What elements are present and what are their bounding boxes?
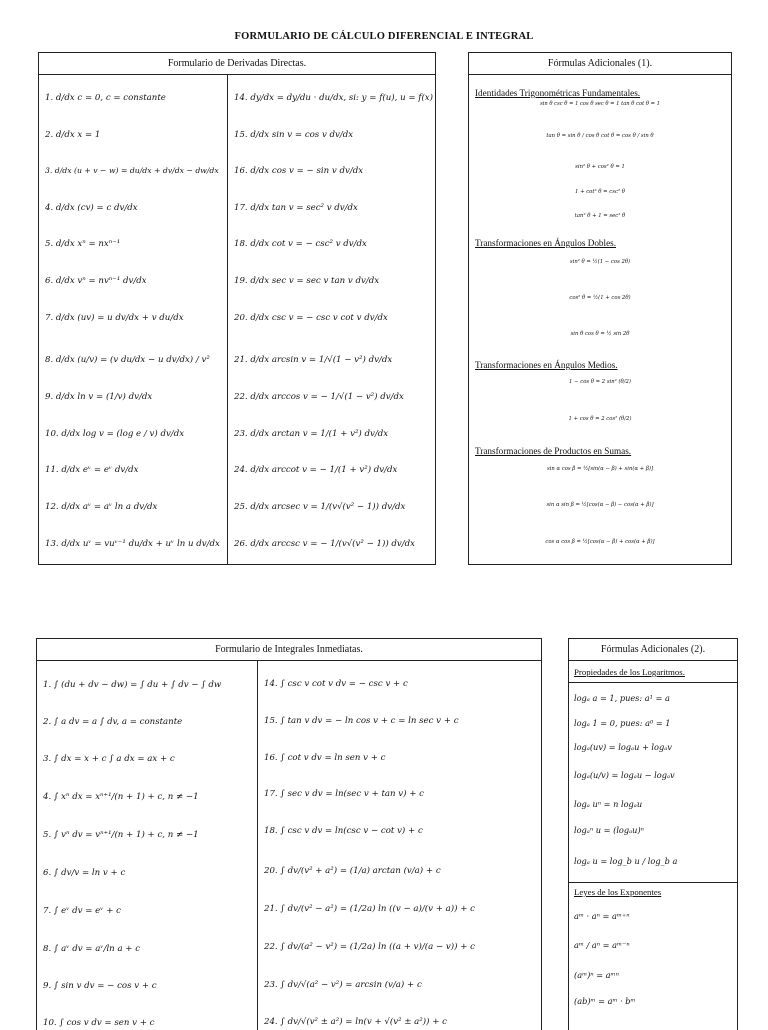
formula: 8. ∫ aᵛ dv = aᵛ/ln a + c xyxy=(43,944,141,954)
integrales-heading: Formulario de Integrales Inmediatas. xyxy=(37,639,541,661)
formula: 7. ∫ eᵛ dv = eᵛ + c xyxy=(43,906,121,916)
formula: (aᵐ)ⁿ = aᵐⁿ xyxy=(574,970,619,980)
formula: aᵐ · aⁿ = aᵐ⁺ⁿ xyxy=(574,911,630,921)
formula: sin² θ = ½(1 − cos 2θ) xyxy=(569,259,631,265)
formula: 24. ∫ dv/√(v² ± a²) = ln(v + √(v² ± a²)) + c xyxy=(264,1017,447,1027)
adicionales1-heading: Fórmulas Adicionales (1). xyxy=(469,53,731,75)
formula: 12. d/dx aᵛ = aᵛ ln a dv/dx xyxy=(45,502,158,512)
formula: 25. d/dx arcsec v = 1/(v√(v² − 1)) dv/dx xyxy=(234,502,406,512)
adicionales2-content xyxy=(569,660,737,1030)
section-title: Leyes de los Exponentes xyxy=(574,887,662,897)
adicionales1-box xyxy=(468,52,732,565)
formula: 9. ∫ sin v dv = − cos v + c xyxy=(43,981,157,991)
formula: 1. ∫ (du + dv − dw) = ∫ du + ∫ dv − ∫ dw xyxy=(43,680,222,690)
formula: 24. d/dx arccot v = − 1/(1 + v²) dv/dx xyxy=(234,465,398,475)
section-title: Transformaciones en Ángulos Dobles. xyxy=(475,238,617,248)
formula: 1. d/dx c = 0, c = constante xyxy=(45,93,166,103)
adicionales2-heading: Fórmulas Adicionales (2). xyxy=(569,639,737,661)
formula: tan² θ + 1 = sec² θ xyxy=(574,213,626,219)
formula: 17. ∫ sec v dv = ln(sec v + tan v) + c xyxy=(264,789,424,799)
formula: cos² θ = ½(1 + cos 2θ) xyxy=(569,295,631,301)
formula: 21. d/dx arcsin v = 1/√(1 − v²) dv/dx xyxy=(234,355,393,365)
formula: 14. dy/dx = dy/du · du/dx, si: y = f(u), u = f(x) xyxy=(234,93,434,103)
integrales-box xyxy=(36,638,542,1030)
formula: 4. ∫ xⁿ dx = xⁿ⁺¹/(n + 1) + c, n ≠ −1 xyxy=(43,792,199,802)
formula: tan θ = sin θ / cos θ cot θ = cos θ / sin θ xyxy=(546,133,654,139)
formula: sin α sin β = ½[cos(α − β) − cos(α + β)] xyxy=(546,502,654,508)
formula: 17. d/dx tan v = sec² v dv/dx xyxy=(234,203,358,213)
formula: 3. ∫ dx = x + c ∫ a dx = ax + c xyxy=(43,754,175,764)
formula: logₐ(uv) = logₐu + logₐv xyxy=(574,742,672,752)
formula: sin α cos β = ½[sin(α − β) + sin(α + β)] xyxy=(546,466,654,472)
formula: 9. d/dx ln v = (1/v) dv/dx xyxy=(45,392,153,402)
formula: 14. ∫ csc v cot v dv = − csc v + c xyxy=(264,679,408,689)
formula: 20. ∫ dv/(v² + a²) = (1/a) arctan (v/a) + c xyxy=(264,866,441,876)
section-title: Transformaciones de Productos en Sumas. xyxy=(475,446,632,456)
formula: 10. d/dx log v = (log e / v) dv/dx xyxy=(45,429,185,439)
formula: aᵐ / aⁿ = aᵐ⁻ⁿ xyxy=(574,940,630,950)
section-rule xyxy=(569,882,737,883)
formula: 6. ∫ dv/v = ln v + c xyxy=(43,868,126,878)
formula: logₐ u = log_b u / log_b a xyxy=(574,856,678,866)
formula: 2. d/dx x = 1 xyxy=(45,130,101,140)
formula: logₐ(u/v) = logₐu − logₐv xyxy=(574,770,675,780)
formula: 15. ∫ tan v dv = − ln cos v + c = ln sec v + c xyxy=(264,716,459,726)
formula: 23. ∫ dv/√(a² − v²) = arcsin (v/a) + c xyxy=(264,980,422,990)
formula: 4. d/dx (cv) = c dv/dx xyxy=(45,203,138,213)
formula: logₐ uⁿ = n logₐu xyxy=(574,799,643,809)
formula: 13. d/dx uᵛ = vuᵛ⁻¹ du/dx + uᵛ ln u dv/dx xyxy=(45,539,220,549)
formula: 19. d/dx sec v = sec v tan v dv/dx xyxy=(234,276,380,286)
formula: sin θ csc θ = 1 cos θ sec θ = 1 tan θ cot θ = 1 xyxy=(540,101,660,107)
derivadas-right-col xyxy=(228,74,435,564)
integrales-right-col xyxy=(258,660,541,1030)
formula: 6. d/dx vⁿ = nvⁿ⁻¹ dv/dx xyxy=(45,276,147,286)
formula: cos α cos β = ½[cos(α − β) + cos(α + β)] xyxy=(545,539,655,545)
section-rule xyxy=(569,682,737,683)
formula: 15. d/dx sin v = cos v dv/dx xyxy=(234,130,354,140)
integrales-left-col xyxy=(37,660,257,1030)
formula: 16. d/dx cos v = − sin v dv/dx xyxy=(234,166,364,176)
formula: 5. ∫ vⁿ dv = vⁿ⁺¹/(n + 1) + c, n ≠ −1 xyxy=(43,830,199,840)
formula: 1 + cot² θ = csc² θ xyxy=(575,189,625,195)
derivadas-box xyxy=(38,52,436,565)
formula: 26. d/dx arccsc v = − 1/(v√(v² − 1)) dv/dx xyxy=(234,539,416,549)
formula: 2. ∫ a dv = a ∫ dv, a = constante xyxy=(43,717,183,727)
formula: 23. d/dx arctan v = 1/(1 + v²) dv/dx xyxy=(234,429,389,439)
formula: 11. d/dx eᵛ = eᵛ dv/dx xyxy=(45,465,139,475)
formula: logₐⁿ u = (logₐu)ⁿ xyxy=(574,825,644,835)
formula: logₐ a = 1, pues: a¹ = a xyxy=(574,693,670,703)
section-title: Identidades Trigonométricas Fundamentales. xyxy=(475,88,641,98)
formula: 18. d/dx cot v = − csc² v dv/dx xyxy=(234,239,367,249)
formula: 3. d/dx (u + v − w) = du/dx + dv/dx − dw/dx xyxy=(45,166,219,175)
formula: sin θ cos θ = ½ sin 2θ xyxy=(570,331,630,337)
formula: 22. d/dx arccos v = − 1/√(1 − v²) dv/dx xyxy=(234,392,404,402)
formula: 1 − cos θ = 2 sin² (θ/2) xyxy=(569,379,631,385)
formula: (ab)ᵐ = aᵐ · bᵐ xyxy=(574,996,636,1006)
formula: 7. d/dx (uv) = u dv/dx + v du/dx xyxy=(45,313,184,323)
adicionales1-content xyxy=(469,74,731,564)
derivadas-heading: Formulario de Derivadas Directas. xyxy=(39,53,435,75)
formula: sin² θ + cos² θ = 1 xyxy=(575,164,625,170)
formula: 5. d/dx xⁿ = nxⁿ⁻¹ xyxy=(45,239,121,249)
formula: 1 + cos θ = 2 cos² (θ/2) xyxy=(568,416,632,422)
section-title: Transformaciones en Ángulos Medios. xyxy=(475,360,618,370)
formula: 16. ∫ cot v dv = ln sen v + c xyxy=(264,753,386,763)
formula: 8. d/dx (u/v) = (v du/dx − u dv/dx) / v² xyxy=(45,355,210,365)
formula: 22. ∫ dv/(a² − v²) = (1/2a) ln ((a + v)/(a − v)) + c xyxy=(264,942,475,952)
formula: 18. ∫ csc v dv = ln(csc v − cot v) + c xyxy=(264,826,423,836)
page-title: FORMULARIO DE CÁLCULO DIFERENCIAL E INTEGRAL xyxy=(234,31,534,42)
formula: logₐ 1 = 0, pues: a⁰ = 1 xyxy=(574,718,671,728)
formula: 10. ∫ cos v dv = sen v + c xyxy=(43,1018,155,1028)
adicionales2-box xyxy=(568,638,738,1030)
formula: 21. ∫ dv/(v² − a²) = (1/2a) ln ((v − a)/(v + a)) + c xyxy=(264,904,475,914)
formula: 20. d/dx csc v = − csc v cot v dv/dx xyxy=(234,313,388,323)
derivadas-left-col xyxy=(39,74,227,564)
section-title: Propiedades de los Logaritmos. xyxy=(574,667,685,677)
